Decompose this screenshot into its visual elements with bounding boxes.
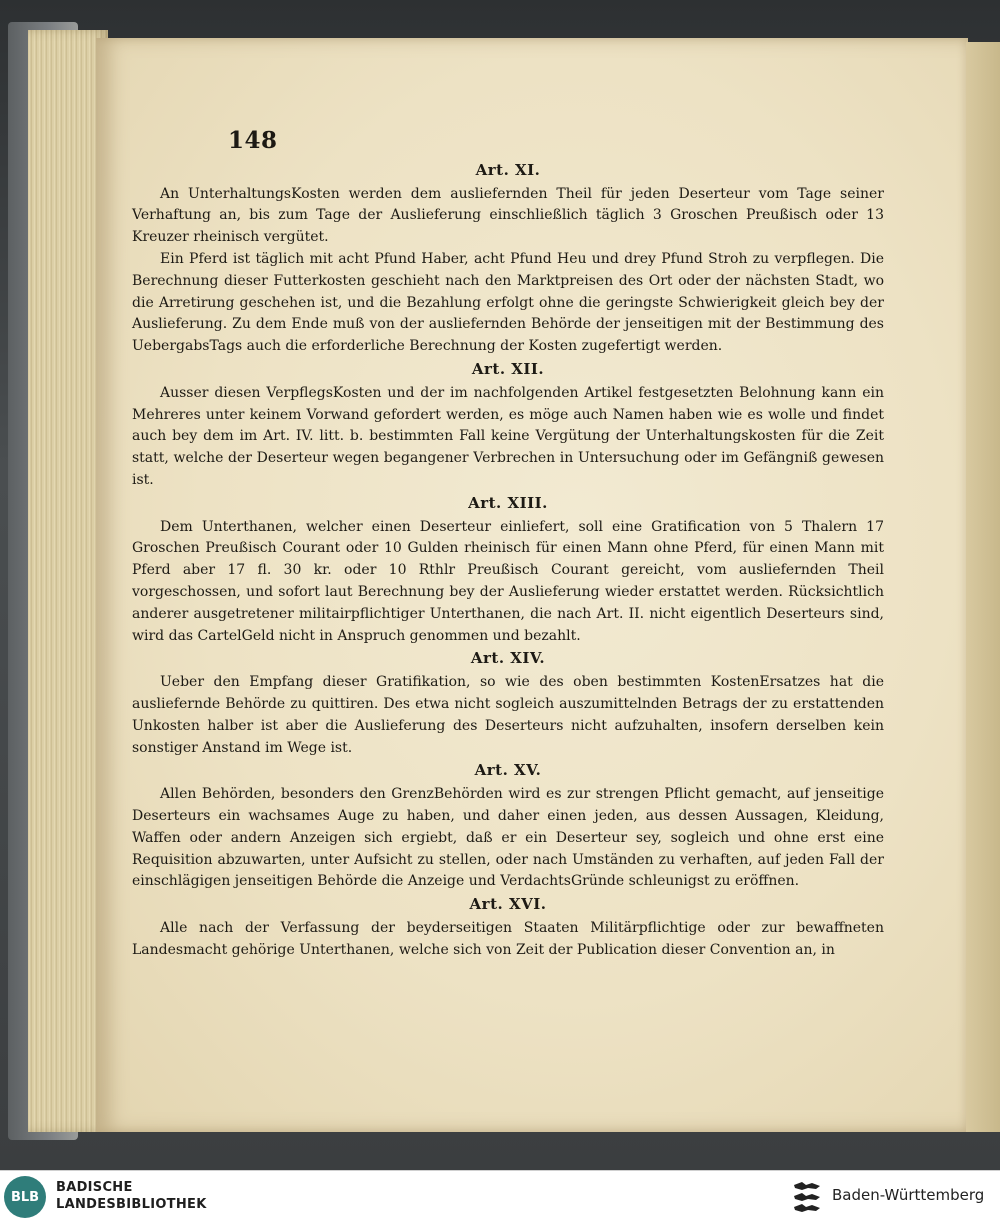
article-15 (132, 760, 884, 893)
article-paragraph: Allen Behörden, besonders den GrenzBehörden wird es zur strengen Pflicht gemacht, auf jenseitige Deserteurs ein wachsames Auge zu haben, und daher einen jeden, aus dessen Aussagen, Kleidung, Waffen oder andern Anzeigen sich ergiebt, daß er ein Deserteur sey, sogleich und ohne erst eine Requisition abzuwarten, unter Aufsicht zu stellen, oder nach Umständen zu verhaften, auf jeden Fall der einschlägigen jenseitigen Behörde die Anzeige und VerdachtsGründe schleunigst zu eröffnen. (132, 786, 884, 890)
blb-logo[interactable]: BLB (4, 1176, 46, 1218)
article-paragraph: Ausser diesen VerpflegsKosten und der im nachfolgenden Artikel festgesetzten Belohnung kann ein Mehreres unter keinem Vorwand gefordert werden, es möge auch Namen haben wie es wolle und findet auch bey dem im Art. IV. litt. b. bestimmten Fall keine Vergütung der Unterhaltungskosten für die Zeit statt, welche der Deserteur wegen begangener Verbrechen in Untersuchung oder im Gefängniß gewesen ist. (132, 384, 884, 488)
article-paragraph: Ein Pferd ist täglich mit acht Pfund Haber, acht Pfund Heu und drey Pfund Stroh zu verpflegen. Die Berechnung dieser Futterkosten geschieht nach den Marktpreisen des Ort oder der nächsten Stadt, wo die Arretirung geschehen ist, und die Bezahlung erfolgt ohne die geringste Schwierigkeit gleich bey der Auslieferung. Zu dem Ende muß von der ausliefernden Behörde der jenseitigen mit der Bestimmung des UebergabsTags auch die erforderliche Berechnung der Kosten zugefertigt werden. (132, 250, 884, 355)
article-paragraph: Alle nach der Verfassung der beyderseitigen Staaten Militärpflichtige oder zur bewaffneten Landesmacht gehörige Unterthanen, welche sich von Zeit der Publication dieser Convention an, in (132, 919, 884, 958)
article-11 (132, 160, 884, 358)
article-heading: Art. XV. (474, 761, 542, 780)
baden-wuerttemberg-lions-icon (790, 1179, 824, 1215)
article-12 (132, 359, 884, 492)
article-heading: Art. XI. (475, 160, 541, 179)
library-name-line1: BADISCHE (56, 1180, 133, 1195)
library-name[interactable] (56, 1179, 207, 1213)
article-13 (132, 493, 884, 648)
article-heading: Art. XIV. (470, 649, 546, 668)
article-paragraph: Ueber den Empfang dieser Gratifikation, so wie des oben bestimmten KostenErsatzes hat die ausliefernde Behörde zu quittiren. Des etwa nicht sogleich auszumittelnden Betrags der zu erstattenden Unkosten halber ist aber die Auslieferung des Deserteurs nicht aufzuhalten, insofern derselben kein sonstiger Anstand im Wege ist. (132, 674, 884, 756)
article-paragraph: Dem Unterthanen, welcher einen Deserteur einliefert, soll eine Gratification von 5 Thalern 17 Groschen Preußisch Courant oder 10 Gulden rheinisch für einen Mann ohne Pferd, für einen Mann mit Pferd aber 17 fl. 30 kr. oder 10 Rthlr Preußisch Courant gereicht, vom ausliefernden Theil vorgeschossen, und sofort laut Berechnung bey der Auslieferung wieder erstattet werden. Rücksichtlich anderer ausgetretener militairpflichtiger Unterthanen, die nach Art. II. nicht eigentlich Deserteurs sind, wird das CartelGeld nicht in Anspruch genommen und bezahlt. (132, 518, 884, 644)
article-paragraph: An UnterhaltungsKosten werden dem ausliefernden Theil für jeden Deserteur vom Tage seiner Verhaftung an, bis zum Tage der Auslieferung einschließlich täglich 3 Groschen Preußisch oder 13 Kreuzer rheinisch vergütet. (132, 185, 884, 246)
viewer-footer (0, 1170, 1000, 1222)
article-heading: Art. XIII. (468, 493, 548, 512)
facing-page-edge (966, 42, 1000, 1132)
article-heading: Art. XVI. (469, 895, 547, 914)
state-name[interactable]: Baden-Württemberg (832, 1186, 985, 1204)
article-heading: Art. XII. (471, 359, 545, 378)
page-number: 148 (228, 127, 278, 154)
page-content (132, 127, 884, 961)
article-16 (132, 894, 884, 961)
article-14 (132, 648, 884, 759)
library-name-line2: LANDESBIBLIOTHEK (56, 1197, 207, 1212)
